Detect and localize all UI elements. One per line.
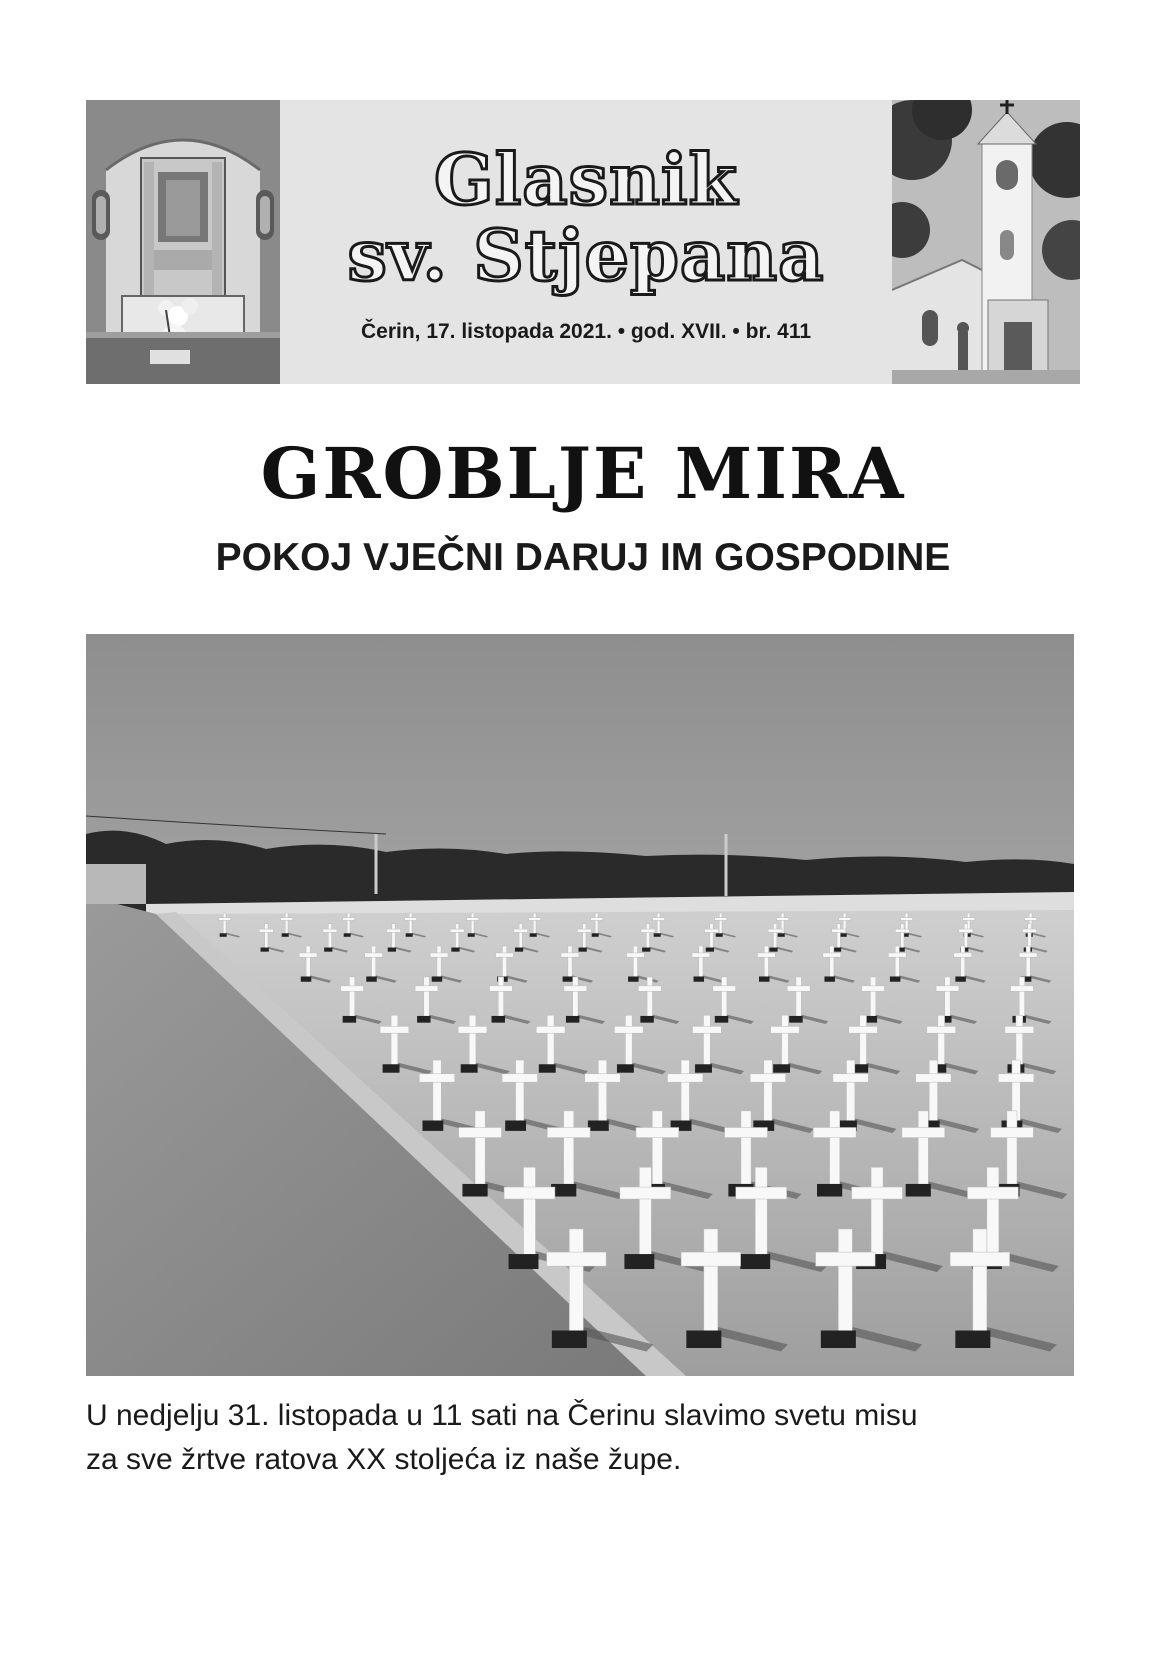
caption: [86, 1394, 1080, 1482]
publication-title-line2: sv. Stjepana: [347, 214, 825, 297]
headline: GROBLJE MIRA: [260, 432, 906, 515]
cemetery-photo: [86, 634, 1074, 1376]
church-interior-photo: [86, 100, 280, 384]
subheadline: POKOJ VJEČNI DARUJ IM GOSPODINE: [215, 536, 951, 579]
masthead-title-block: [280, 100, 892, 384]
issue-info: Čerin, 17. listopada 2021. • god. XVII. • br. 411: [360, 320, 812, 343]
publication-title-line1: Glasnik: [433, 138, 739, 221]
caption-line1: U nedjelju 31. listopada u 11 sati na Čerinu slavimo svetu misu: [86, 1399, 918, 1432]
caption-line2: za sve žrtve ratova XX stoljeća iz naše župe.: [86, 1443, 682, 1476]
publication-title: [280, 138, 892, 297]
masthead: [86, 100, 1080, 384]
church-exterior-photo: [892, 100, 1080, 384]
